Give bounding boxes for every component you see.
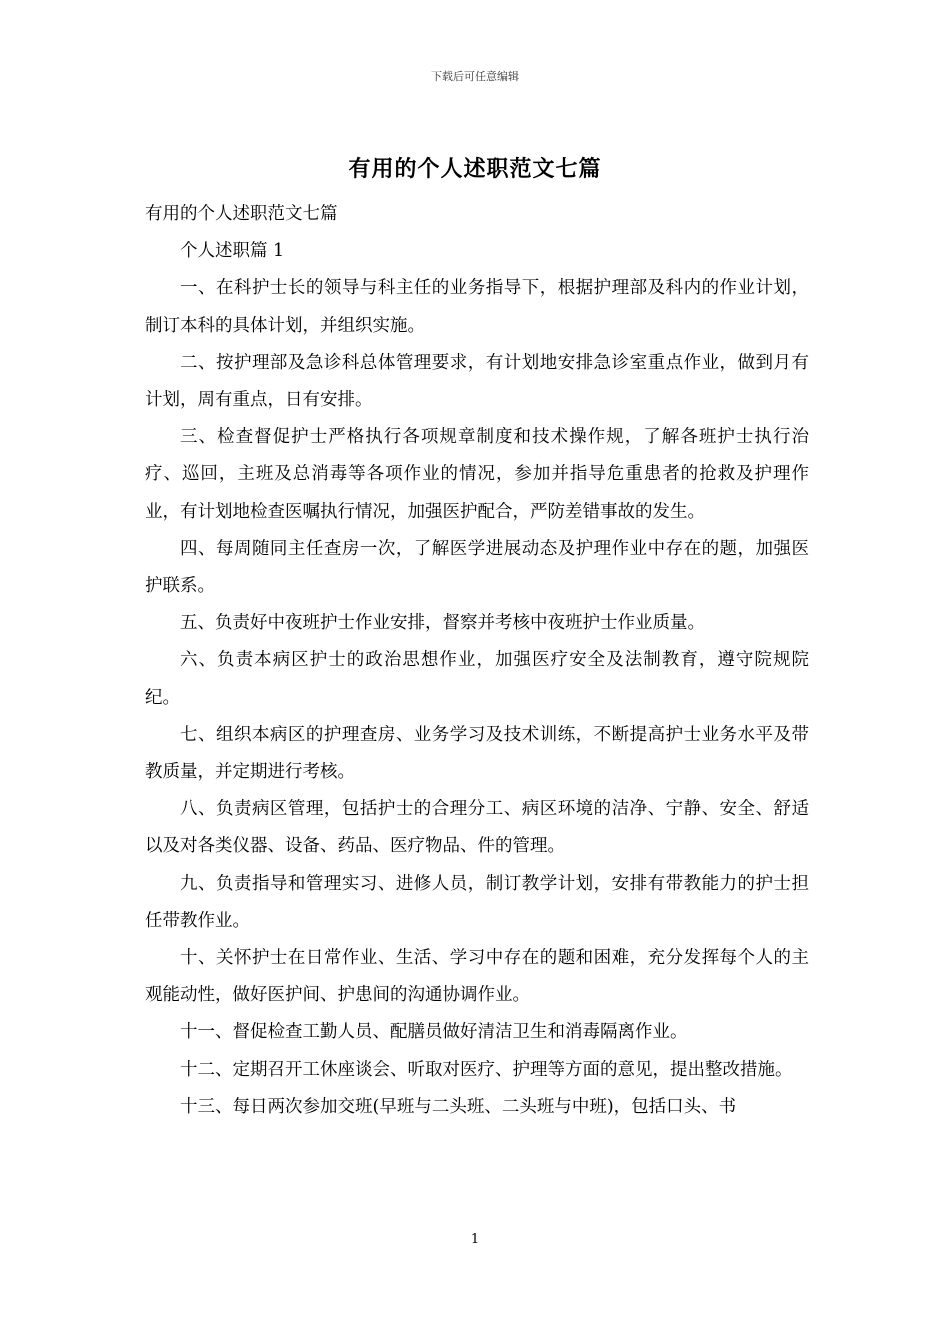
paragraph-item-7: 七、组织本病区的护理查房、业务学习及技术训练，不断提高护士业务水平及带教质量，并定期进行考核。: [145, 724, 809, 783]
paragraph-item-2: 二、按护理部及急诊科总体管理要求，有计划地安排急诊室重点作业，做到月有计划，周有重点，日有安排。: [145, 352, 809, 411]
document-body: [145, 196, 809, 1126]
section-heading: 个人述职篇 1: [180, 241, 285, 262]
paragraph-item-5: 五、负责好中夜班护士作业安排，督察并考核中夜班护士作业质量。: [180, 613, 705, 634]
paragraph-item-13: 十三、每日两次参加交班(早班与二头班、二头班与中班)，包括口头、书: [180, 1096, 737, 1117]
paragraph-item-8: 八、负责病区管理，包括护士的合理分工、病区环境的洁净、宁静、安全、舒适以及对各类仪器、设备、药品、医疗物品、件的管理。: [145, 799, 809, 857]
paragraph-item-10: 十、关怀护士在日常作业、生活、学习中存在的题和困难，充分发挥每个人的主观能动性，做好医护间、护患间的沟通协调作业。: [145, 948, 809, 1006]
document-title: 有用的个人述职范文七篇: [348, 156, 602, 182]
paragraph-item-9: 九、负责指导和管理实习、进修人员，制订教学计划，安排有带教能力的护士担任带教作业。: [145, 873, 809, 931]
paragraph-item-12: 十二、定期召开工休座谈会、听取对医疗、护理等方面的意见，提出整改措施。: [180, 1059, 793, 1080]
subtitle-paragraph: 有用的个人述职范文七篇: [145, 204, 338, 224]
paragraph-item-3: 三、检查督促护士严格执行各项规章制度和技术操作规，了解各班护士执行治疗、巡回，主班及总消毒等各项作业的情况，参加并指导危重患者的抢救及护理作业，有计划地检查医嘱执行情况，加强医护配合，严防差错事故的发生。: [145, 427, 809, 522]
paragraph-item-6: 六、负责本病区护士的政治思想作业，加强医疗安全及法制教育，遵守院规院纪。: [145, 650, 809, 708]
paragraph-item-11: 十一、督促检查工勤人员、配膳员做好清洁卫生和消毒隔离作业。: [180, 1022, 688, 1043]
header-note: 下载后可任意编辑: [431, 70, 519, 83]
page-number: 1: [470, 1232, 480, 1247]
paragraph-item-4: 四、每周随同主任查房一次，了解医学进展动态及护理作业中存在的题，加强医护联系。: [145, 538, 809, 597]
paragraph-item-1: 一、在科护士长的领导与科主任的业务指导下，根据护理部及科内的作业计划，制订本科的具体计划，并组织实施。: [145, 278, 809, 336]
